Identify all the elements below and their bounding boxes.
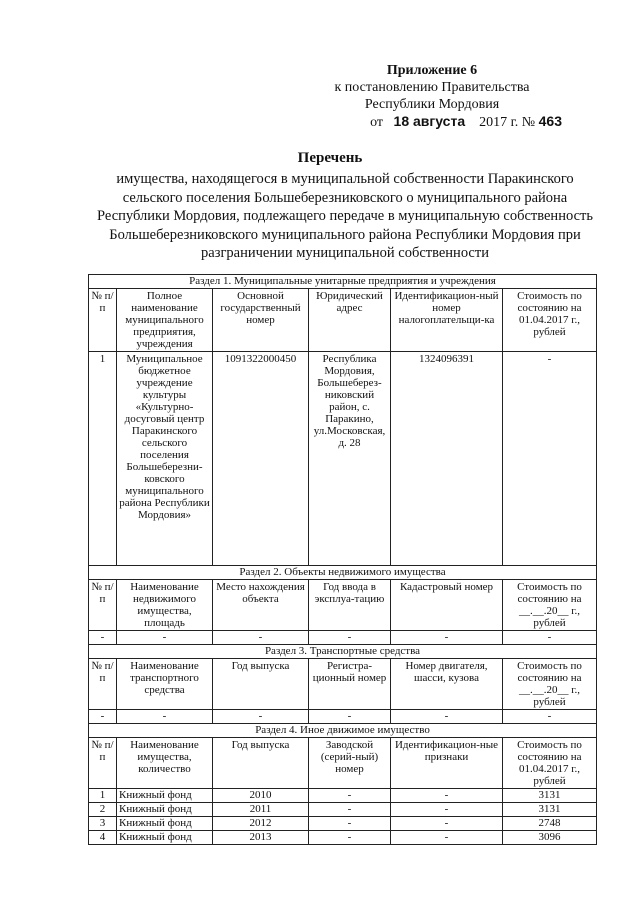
s3-header-cost: Стоимость по состоянию на __.__.20__ г., рублей (503, 659, 597, 710)
appendix-line2: Республики Мордовия (364, 97, 500, 112)
s4-r1-serial: - (309, 789, 391, 803)
s3-header-engine: Номер двигателя, шасси, кузова (391, 659, 503, 710)
s2-header-cost: Стоимость по состоянию на __.__.20__ г., рублей (503, 580, 597, 631)
s3-cell-year: - (213, 710, 309, 724)
s1-header-num: № п/п (89, 289, 117, 352)
s2-cell-cadastral: - (391, 631, 503, 645)
s4-header-year: Год выпуска (213, 738, 309, 789)
table-row (89, 817, 597, 831)
s1-cell-inn: 1324096391 (391, 352, 503, 566)
doc-title: Перечень (297, 150, 363, 166)
s1-header-inn: Идентификацион-ный номер налогоплательщи-ка (391, 289, 503, 352)
s4-r3-serial: - (309, 817, 391, 831)
table-row (89, 803, 597, 817)
s4-header-ident: Идентификацион-ные признаки (391, 738, 503, 789)
s1-cell-address: Республика Мордовия, Большеберез-никовский район, с. Паракино, ул.Московская, д. 28 (309, 352, 391, 566)
s4-r4-name: Книжный фонд (117, 831, 213, 845)
s4-r1-year: 2010 (213, 789, 309, 803)
s3-header-year: Год выпуска (213, 659, 309, 710)
s3-cell-reg: - (309, 710, 391, 724)
s2-header-name: Наименование недвижимого имущества, площадь (117, 580, 213, 631)
s3-cell-name: - (117, 710, 213, 724)
s4-r1-cost: 3131 (503, 789, 597, 803)
s4-r2-num: 2 (89, 803, 117, 817)
section3-title: Раздел 3. Транспортные средства (89, 645, 597, 659)
property-table (88, 274, 597, 845)
s4-r2-cost: 3131 (503, 803, 597, 817)
s4-r1-num: 1 (89, 789, 117, 803)
s1-cell-ogrn: 1091322000450 (213, 352, 309, 566)
s1-header-name: Полное наименование муниципального предприятия, учреждения (117, 289, 213, 352)
s2-cell-year: - (309, 631, 391, 645)
s4-r4-year: 2013 (213, 831, 309, 845)
s2-cell-name: - (117, 631, 213, 645)
section2-header-row (89, 580, 597, 631)
s4-r3-name: Книжный фонд (117, 817, 213, 831)
s4-r4-serial: - (309, 831, 391, 845)
s4-r2-ident: - (391, 803, 503, 817)
s4-r2-year: 2011 (213, 803, 309, 817)
table-row (89, 831, 597, 845)
s1-header-ogrn: Основной государственный номер (213, 289, 309, 352)
appendix-block (302, 62, 562, 131)
s4-r1-ident: - (391, 789, 503, 803)
section1-title: Раздел 1. Муниципальные унитарные предприятия и учреждения (89, 275, 597, 289)
appendix-date-line (302, 113, 562, 131)
s2-header-cadastral: Кадастровый номер (391, 580, 503, 631)
s3-cell-engine: - (391, 710, 503, 724)
s3-header-name: Наименование транспортного средства (117, 659, 213, 710)
date-year: 2017 г. № (479, 115, 536, 130)
section2-title: Раздел 2. Объекты недвижимого имущества (89, 566, 597, 580)
s3-cell-cost: - (503, 710, 597, 724)
s4-r2-name: Книжный фонд (117, 803, 213, 817)
s4-r4-cost: 3096 (503, 831, 597, 845)
section3-header-row (89, 659, 597, 710)
s1-cell-cost: - (503, 352, 597, 566)
s4-header-name: Наименование имущества, количество (117, 738, 213, 789)
section3-row (89, 710, 597, 724)
s2-cell-location: - (213, 631, 309, 645)
appendix-title: Приложение 6 (386, 63, 478, 78)
s4-r3-ident: - (391, 817, 503, 831)
section2-row (89, 631, 597, 645)
s1-cell-name: Муниципальное бюджетное учреждение культуры «Культурно-досуговый центр Паракинского сельского поселения Большеберезни-ковского муниципального района Республики Мордовия» (117, 352, 213, 566)
s4-r4-num: 4 (89, 831, 117, 845)
s2-cell-num: - (89, 631, 117, 645)
s1-header-cost: Стоимость по состоянию на 01.04.2017 г., рублей (503, 289, 597, 352)
section4-title: Раздел 4. Иное движимое имущество (89, 724, 597, 738)
appendix-line1: к постановлению Правительства (334, 80, 530, 95)
s2-header-location: Место нахождения объекта (213, 580, 309, 631)
s2-header-year: Год ввода в эксплуа-тацию (309, 580, 391, 631)
section4-header-row (89, 738, 597, 789)
section1-header-row (89, 289, 597, 352)
s1-cell-num: 1 (89, 352, 117, 566)
s4-r3-year: 2012 (213, 817, 309, 831)
doc-subtitle: имущества, находящегося в муниципальной собственности Паракинского сельского поселения Большеберезниковского о муниципального района Республики Мордовия, подлежащего передаче в муниципальную собственность Большеберезниковского муниципального района Республики Мордовия при разграничении муниципальной собственности (97, 171, 593, 261)
s4-r3-cost: 2748 (503, 817, 597, 831)
s4-r2-serial: - (309, 803, 391, 817)
table-row (89, 789, 597, 803)
s4-header-serial: Заводской (серий-ный) номер (309, 738, 391, 789)
s3-header-reg: Регистра-ционный номер (309, 659, 391, 710)
s1-header-address: Юридический адрес (309, 289, 391, 352)
s2-header-num: № п/п (89, 580, 117, 631)
s4-r1-name: Книжный фонд (117, 789, 213, 803)
s4-r3-num: 3 (89, 817, 117, 831)
date-day-month: 18 августа (393, 113, 466, 129)
s3-header-num: № п/п (89, 659, 117, 710)
s3-cell-num: - (89, 710, 117, 724)
date-prefix: от (370, 115, 384, 130)
s2-cell-cost: - (503, 631, 597, 645)
section1-row (89, 352, 597, 566)
decree-number: 463 (538, 113, 562, 129)
s4-r4-ident: - (391, 831, 503, 845)
s4-header-num: № п/п (89, 738, 117, 789)
s4-header-cost: Стоимость по состоянию на 01.04.2017 г., рублей (503, 738, 597, 789)
